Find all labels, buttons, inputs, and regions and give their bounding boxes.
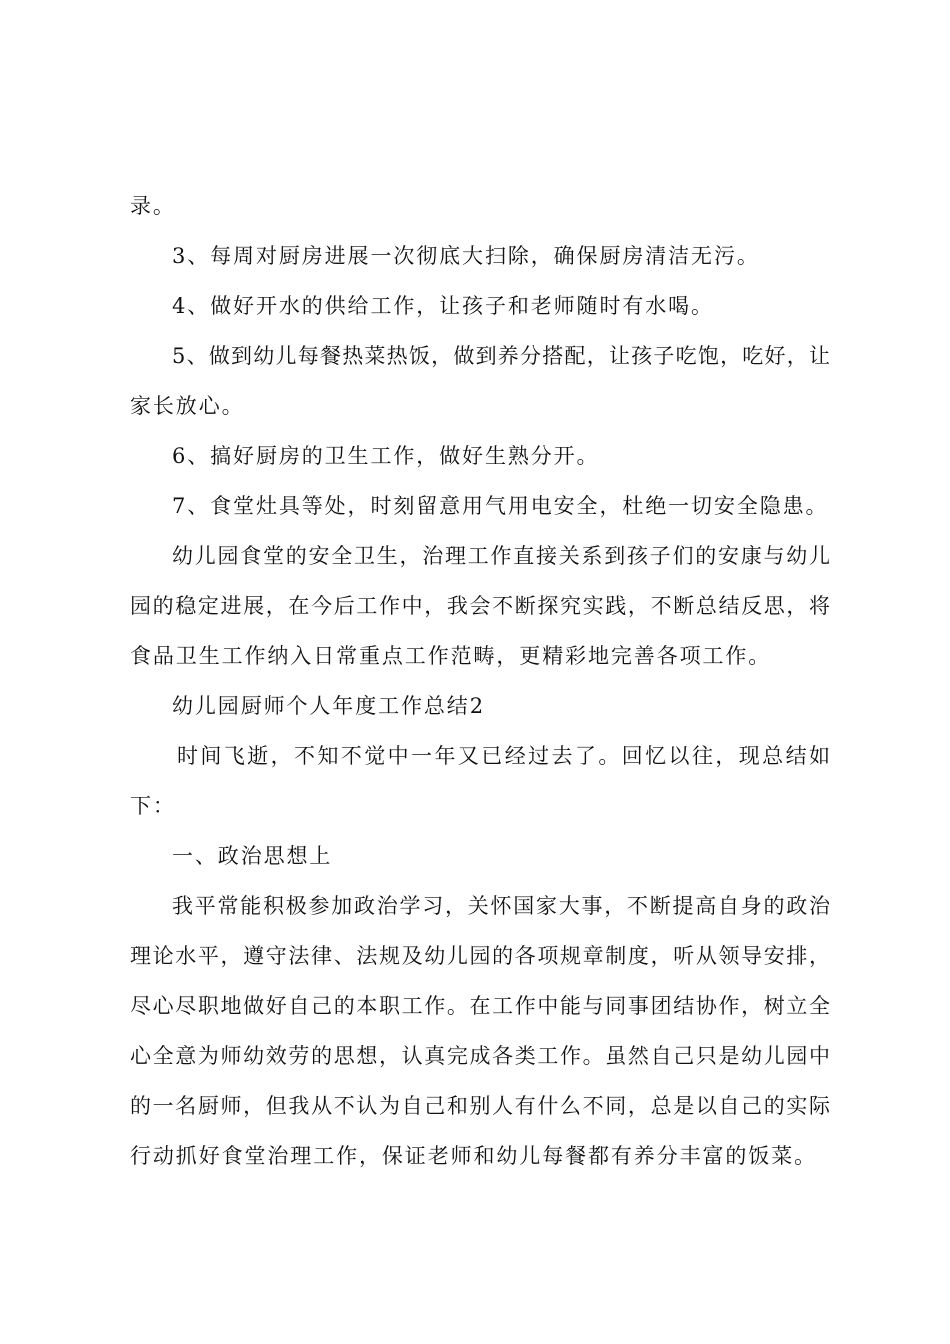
paragraph-summary-line-2: 园的稳定进展，在今后工作中，我会不断探究实践，不断总结反思，将 — [130, 594, 830, 618]
list-item-6: 6、搞好厨房的卫生工作，做好生熟分开。 — [172, 444, 600, 468]
list-item-5-line-1: 5、做到幼儿每餐热菜热饭，做到养分搭配，让孩子吃饱，吃好，让 — [172, 344, 830, 368]
paragraph-politics-line-5: 的一名厨师，但我从不认为自己和别人有什么不同，总是以自己的实际 — [130, 1094, 830, 1118]
paragraph-politics-line-2: 理论水平，遵守法律、法规及幼儿园的各项规章制度，听从领导安排， — [130, 944, 830, 968]
paragraph-summary-line-3: 食品卫生工作纳入日常重点工作范畴，更精彩地完善各项工作。 — [130, 644, 772, 668]
paragraph-politics-line-3: 尽心尽职地做好自己的本职工作。在工作中能与同事团结协作，树立全 — [130, 994, 830, 1018]
section-heading-politics: 一、政治思想上 — [172, 844, 333, 868]
paragraph-intro-line-1: 时间飞逝，不知不觉中一年又已经过去了。回忆以往，现总结如 — [177, 744, 830, 768]
paragraph-summary-line-1: 幼儿园食堂的安全卫生，治理工作直接关系到孩子们的安康与幼儿 — [172, 544, 830, 568]
list-item-3: 3、每周对厨房进展一次彻底大扫除，确保厨房清洁无污。 — [172, 244, 760, 268]
paragraph-intro-line-2: 下： — [130, 794, 176, 818]
paragraph-politics-line-1: 我平常能积极参加政治学习，关怀国家大事，不断提高自身的政治 — [172, 894, 830, 918]
paragraph-politics-line-4: 心全意为师幼效劳的思想，认真完成各类工作。虽然自己只是幼儿园中 — [130, 1044, 830, 1068]
section-title: 幼儿园厨师个人年度工作总结2 — [172, 694, 485, 718]
list-item-4: 4、做好开水的供给工作，让孩子和老师随时有水喝。 — [172, 294, 714, 318]
paragraph-politics-line-6: 行动抓好食堂治理工作，保证老师和幼儿每餐都有养分丰富的饭菜。 — [130, 1144, 817, 1168]
list-item-5-line-2: 家长放心。 — [130, 394, 245, 418]
list-item-7: 7、食堂灶具等处，时刻留意用气用电安全，杜绝一切安全隐患。 — [172, 494, 829, 518]
text-line-continuation: 录。 — [130, 194, 176, 218]
